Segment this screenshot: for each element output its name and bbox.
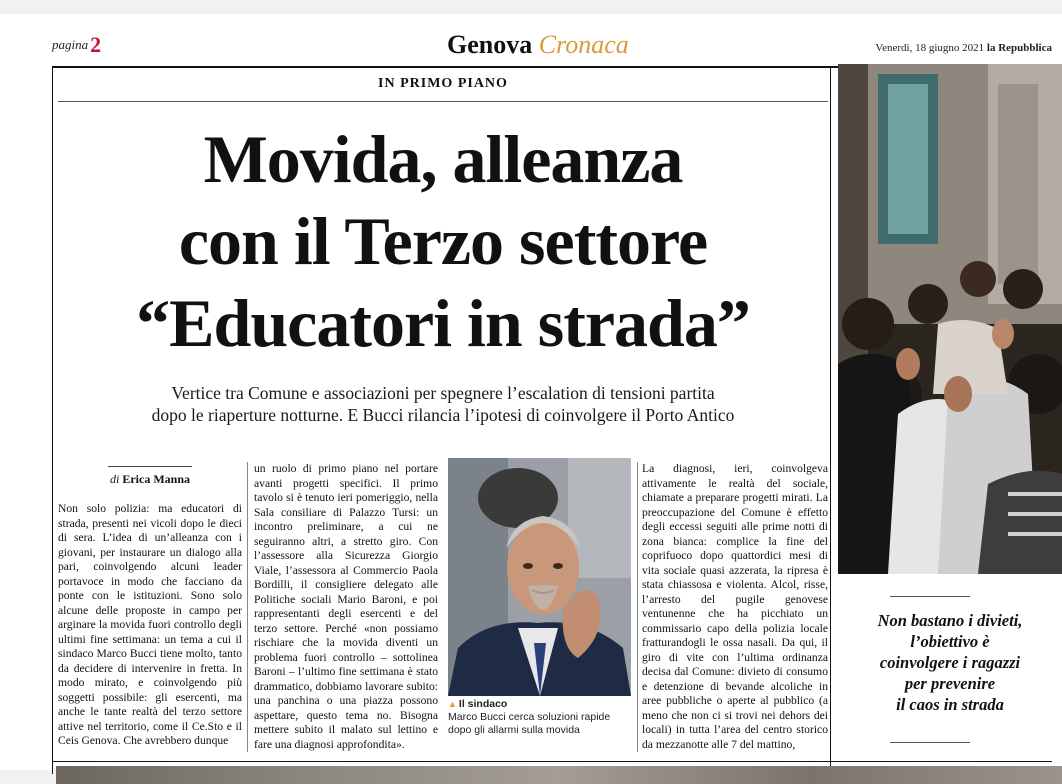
caption-title: Il sindaco <box>458 698 508 710</box>
pullquote-line: per prevenire <box>904 674 996 693</box>
pullquote-line: il caos in strada <box>896 695 1004 714</box>
caption-triangle-icon: ▲ <box>448 699 457 709</box>
body-column-1: Non solo polizia: ma educatori di strada, presenti nei vicoli dopo le dieci di sera. L’idea di un’alleanza con i giovani, per instaurare un dialogo alla pari, coinvolgendo alcuni leader portavoce in modo che facciano da ponte con le istituzioni. Sono solo alcune delle proposte in campo per arginare la movida fuori controllo degli ultimi fine settimana: un tema a cui il sindaco Marco Bucci tiene molto, tanto da decidere di intervenire in fretta. In modo mirato, e coinvolgendo più soggetti possibile: gli esercenti, ma anche le tante realtà del terzo settore attive nel territorio, come il Ce.Sto e il Ceis Genova. Che avrebbero dunque <box>58 502 242 747</box>
section-title <box>447 30 629 60</box>
headline-line: Movida, alleanza <box>203 121 683 197</box>
byline-prefix: di <box>109 472 120 486</box>
subhead-line: Vertice tra Comune e associazioni per spegnere l’escalation di tensioni partita <box>171 383 715 403</box>
caption-text: Marco Bucci cerca soluzioni rapide dopo gli allarmi sulla movida <box>448 711 611 736</box>
mayor-portrait-image <box>448 458 631 696</box>
crowd-photo <box>838 64 1062 574</box>
dateline <box>875 42 1052 54</box>
bottom-frame-rule <box>52 761 1052 762</box>
crowd-street-image <box>838 64 1062 574</box>
pullquote-rule-bottom <box>890 742 970 743</box>
page-number <box>52 32 101 58</box>
pullquote-line: Non bastano i divieti, <box>877 611 1023 630</box>
page-label: pagina <box>52 37 89 52</box>
pullquote <box>838 610 1062 715</box>
issue-date: Venerdì, 18 giugno 2021 <box>875 42 985 54</box>
headline-line: “Educatori in strada” <box>136 285 750 361</box>
body-column-4: La diagnosi, ieri, coinvolgeva attivamente le realtà del sociale, chiamate a preparare progetti mirati. La preoccupazione del Comune è effetto degli eccessi seguiti alle prime notti di zona bianca: complice la fine del coprifuoco dopo quattordici mesi di vita sociale quasi azzerata, la ripresa è stata chiassosa e violenta. Alcol, risse, l’arresto del pugile genovese ventunenne che ha picchiato un commissario capo della polizia locale fratturandogli le ossa nasali. Da qui, il giro di vite con l’ultima ordinanza decisa dal Comune: divieto di consumo e detenzione di bevande alcoliche in aree pubbliche o aperte al pubblico (a meno che non ci si trovi nei dehors dei locali) in tutta l’area del centro storico da mezzanotte alle 7 del mattino, <box>642 462 828 751</box>
running-header <box>0 14 1062 64</box>
subheadline <box>58 382 828 426</box>
newspaper-page <box>0 14 1062 770</box>
pullquote-line: coinvolgere i ragazzi <box>879 653 1021 672</box>
body-column-2: un ruolo di primo piano nel portare avanti progetti specifici. Il primo tavolo si è tenuto ieri pomeriggio, nella Sala consiliare di Palazzo Tursi: un incontro preliminare, a cui ne seguiranno altri, a stretto giro. Con l’assessore alla Sicurezza Giorgio Viale, l’assessora al Commercio Paola Bordilli, il consigliere delegato alle Politiche sociali Mario Baroni, e poi rappresentanti degli esercenti e del terzo settore. Perché «non possiamo rischiare che la movida diventi un problema fuori controllo – sottolinea Baroni – l’ultimo fine settimana è stato drammatico, dobbiamo lavorare subito: una panchina o una piazza possono aspettare, questo tema no. Bisogna mettere subito il malato sul lettino e fare una diagnosi approfondita». <box>254 462 438 751</box>
section-city: Genova <box>447 30 533 59</box>
next-photo-edge <box>56 766 1062 784</box>
pullquote-rule-top <box>890 596 970 597</box>
left-frame-rule <box>52 68 53 774</box>
newspaper-name: la Repubblica <box>986 42 1052 54</box>
right-frame-rule <box>830 68 831 768</box>
kicker-rule <box>58 101 828 102</box>
column-separator <box>637 462 638 752</box>
byline <box>58 472 242 487</box>
headline <box>58 118 828 364</box>
headline-line: con il Terzo settore <box>178 203 708 279</box>
pullquote-line: l’obiettivo è <box>910 632 990 651</box>
kicker: IN PRIMO PIANO <box>378 76 508 91</box>
subhead-line: dopo le riaperture notturne. E Bucci rilancia l’ipotesi di coinvolgere il Porto Antico <box>151 405 735 425</box>
byline-author: Erica Manna <box>122 472 190 486</box>
page-number-value: 2 <box>90 32 102 57</box>
byline-rule <box>108 466 192 467</box>
photo-caption <box>448 698 631 737</box>
section-name: Cronaca <box>538 30 629 59</box>
mayor-photo <box>448 458 631 696</box>
column-separator <box>247 462 248 752</box>
